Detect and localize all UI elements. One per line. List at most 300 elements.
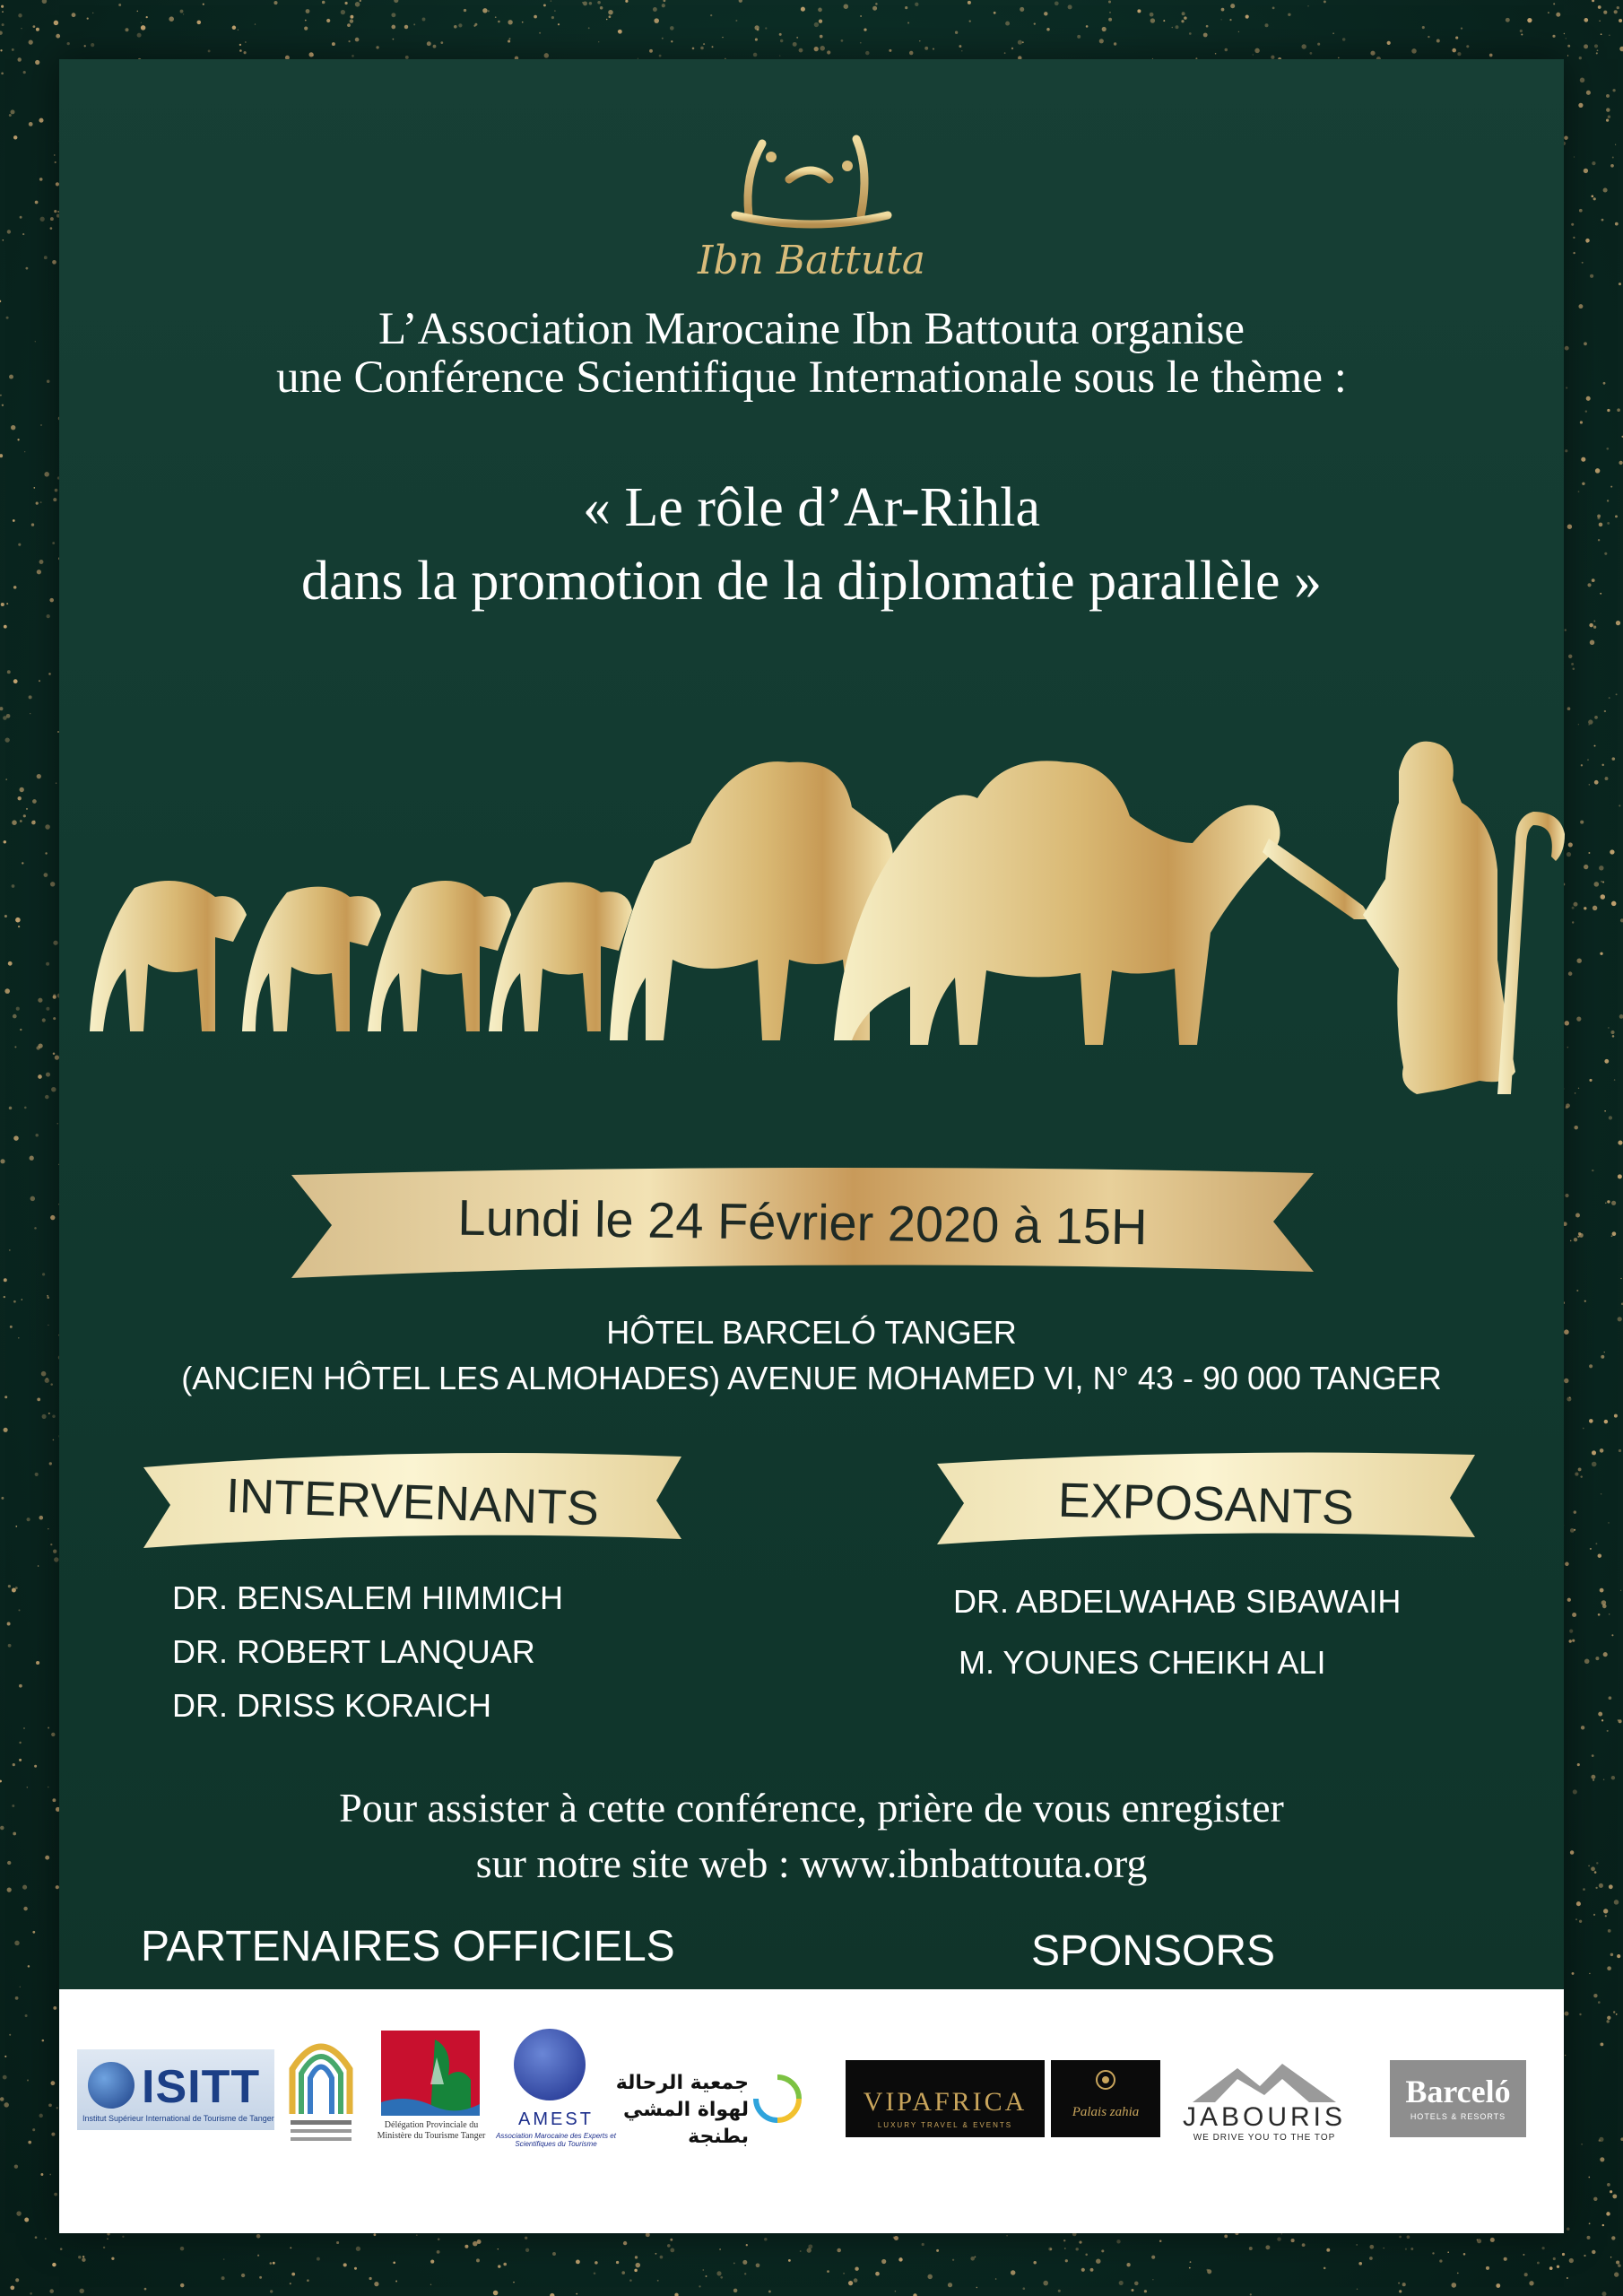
glitter-dot	[17, 439, 19, 440]
glitter-dot	[32, 2128, 35, 2131]
glitter-dot	[1575, 1473, 1578, 1476]
glitter-dot	[1190, 2261, 1192, 2263]
amest-logo-text: AMEST	[518, 2109, 594, 2129]
glitter-dot	[1309, 52, 1312, 55]
glitter-dot	[1573, 252, 1575, 254]
glitter-dot	[221, 2276, 225, 2280]
glitter-dot	[1576, 1016, 1581, 1021]
glitter-dot	[1595, 1887, 1597, 1889]
glitter-dot	[1595, 468, 1601, 474]
glitter-dot	[1565, 2012, 1569, 2016]
glitter-dot	[1592, 1170, 1593, 1171]
glitter-dot	[45, 1856, 49, 1860]
glitter-dot	[1577, 1236, 1579, 1238]
glitter-dot	[779, 55, 780, 56]
glitter-dot	[0, 395, 2, 396]
glitter-dot	[1608, 1027, 1609, 1028]
isitt-logo	[77, 2049, 274, 2130]
glitter-dot	[865, 51, 869, 55]
glitter-dot	[755, 39, 758, 41]
glitter-dot	[341, 10, 345, 14]
glitter-dot	[12, 48, 14, 51]
glitter-dot	[1582, 483, 1584, 485]
glitter-dot	[1086, 25, 1089, 28]
glitter-dot	[430, 2260, 434, 2264]
glitter-dot	[1609, 1696, 1612, 1700]
venue-line-2: (ANCIEN HÔTEL LES ALMOHADES) AVENUE MOHAMED VI, N° 43 - 90 000 TANGER	[181, 1360, 1442, 1396]
glitter-dot	[1521, 33, 1523, 35]
glitter-dot	[245, 41, 246, 42]
glitter-dot	[952, 2259, 954, 2261]
glitter-dot	[1163, 20, 1165, 22]
register-line-1: Pour assister à cette conférence, prière de vous enregister	[339, 1785, 1284, 1831]
glitter-dot	[1553, 3, 1555, 4]
glitter-dot	[1607, 522, 1610, 525]
glitter-dot	[1557, 2266, 1559, 2268]
glitter-dot	[1603, 1909, 1608, 1913]
glitter-dot	[1085, 2254, 1088, 2257]
glitter-dot	[1369, 2257, 1373, 2260]
glitter-dot	[1, 72, 4, 74]
glitter-dot	[1599, 1883, 1603, 1888]
glitter-dot	[664, 0, 666, 2]
glitter-dot	[1567, 707, 1571, 710]
glitter-dot	[18, 544, 21, 546]
glitter-dot	[1358, 2262, 1362, 2266]
glitter-dot	[843, 2273, 845, 2274]
logo-latin-name: Ibn Battuta	[697, 238, 926, 283]
glitter-dot	[1603, 382, 1606, 385]
glitter-dot	[1452, 2283, 1457, 2288]
glitter-dot	[671, 40, 673, 42]
delegation-tourisme-logo	[377, 2031, 486, 2156]
glitter-dot	[53, 941, 57, 945]
glitter-dot	[49, 2289, 54, 2293]
glitter-dot	[1215, 53, 1217, 55]
glitter-dot	[1592, 578, 1595, 582]
glitter-dot	[1486, 2266, 1489, 2270]
glitter-dot	[60, 2248, 63, 2250]
crt-logo	[285, 2029, 357, 2154]
glitter-dot	[670, 26, 674, 30]
glitter-dot	[141, 25, 146, 30]
glitter-dot	[1556, 13, 1560, 17]
glitter-dot	[1593, 1994, 1597, 1997]
glitter-dot	[1099, 39, 1104, 43]
exhibitors-title: EXPOSANTS	[1057, 1473, 1355, 1535]
glitter-dot	[927, 2274, 932, 2279]
glitter-dot	[1607, 1200, 1610, 1203]
glitter-dot	[1553, 2257, 1556, 2260]
glitter-dot	[649, 49, 653, 53]
glitter-dot	[305, 20, 307, 22]
glitter-dot	[1579, 57, 1582, 59]
glitter-dot	[1184, 16, 1187, 20]
glitter-dot	[1593, 906, 1597, 910]
glitter-dot	[180, 10, 184, 13]
barcelo-subtitle: HOTELS & RESORTS	[1410, 2112, 1506, 2121]
glitter-dot	[1584, 342, 1587, 345]
glitter-dot	[20, 1029, 22, 1031]
glitter-dot	[82, 2257, 85, 2261]
globe-icon	[88, 2062, 135, 2109]
glitter-dot	[1601, 2292, 1606, 2296]
theme-line-1: « Le rôle d’Ar-Rihla	[582, 477, 1041, 538]
glitter-dot	[1524, 2273, 1528, 2276]
register-line-2[interactable]: sur notre site web : www.ibnbattouta.org	[475, 1840, 1148, 1886]
glitter-dot	[24, 451, 25, 452]
glitter-dot	[1578, 1467, 1582, 1471]
glitter-dot	[1609, 1884, 1613, 1889]
glitter-dot	[1575, 1918, 1576, 1919]
glitter-dot	[11, 425, 15, 430]
glitter-dot	[1342, 38, 1345, 40]
glitter-dot	[1356, 2244, 1358, 2246]
glitter-dot	[618, 30, 622, 34]
glitter-dot	[1597, 514, 1601, 517]
glitter-dot	[1604, 1110, 1606, 1112]
glitter-dot	[15, 1996, 19, 2000]
glitter-dot	[45, 2238, 47, 2239]
glitter-dot	[440, 41, 443, 44]
glitter-dot	[1150, 18, 1155, 22]
glitter-dot	[391, 25, 395, 30]
glitter-dot	[1291, 2239, 1295, 2242]
intro-line-1: L’Association Marocaine Ibn Battouta organise	[378, 304, 1245, 354]
glitter-dot	[29, 122, 33, 126]
glitter-dot	[800, 2250, 802, 2252]
glitter-dot	[674, 2293, 678, 2296]
glitter-dot	[37, 570, 41, 574]
glitter-dot	[1398, 2283, 1400, 2284]
glitter-dot	[1399, 2290, 1402, 2292]
glitter-dot	[13, 135, 17, 139]
glitter-dot	[1567, 1396, 1571, 1401]
glitter-dot	[576, 2293, 577, 2295]
glitter-dot	[1564, 1329, 1569, 1335]
glitter-dot	[241, 2274, 245, 2277]
glitter-dot	[1496, 2283, 1500, 2288]
glitter-dot	[1461, 27, 1462, 29]
glitter-dot	[796, 37, 798, 39]
glitter-dot	[1590, 1548, 1592, 1550]
glitter-dot	[40, 424, 41, 425]
glitter-dot	[49, 598, 54, 603]
glitter-dot	[1616, 2013, 1618, 2015]
glitter-dot	[1109, 12, 1110, 13]
glitter-dot	[600, 6, 603, 10]
glitter-dot	[23, 71, 26, 74]
glitter-dot	[29, 695, 32, 699]
glitter-dot	[307, 2279, 309, 2282]
glitter-dot	[808, 2244, 812, 2248]
glitter-dot	[348, 40, 350, 42]
glitter-dot	[513, 2282, 515, 2283]
glitter-dot	[27, 1518, 30, 1521]
glitter-dot	[1580, 821, 1584, 824]
glitter-dot	[48, 1528, 49, 1530]
glitter-dot	[30, 1196, 36, 1202]
delegation-text: Délégation Provinciale du Ministère du Tourisme Tanger	[377, 2120, 486, 2141]
glitter-dot	[543, 4, 546, 6]
glitter-dot	[15, 2278, 19, 2282]
glitter-dot	[1610, 2190, 1612, 2193]
glitter-dot	[27, 2079, 29, 2081]
glitter-dot	[1172, 27, 1174, 29]
glitter-dot	[1126, 2263, 1130, 2266]
glitter-dot	[1116, 2239, 1120, 2243]
glitter-dot	[14, 1941, 19, 1945]
glitter-dot	[827, 50, 830, 54]
glitter-dot	[1604, 552, 1607, 555]
glitter-dot	[1584, 44, 1588, 48]
glitter-dot	[23, 1907, 27, 1910]
glitter-dot	[1581, 764, 1583, 766]
glitter-dot	[1607, 1730, 1609, 1732]
glitter-dot	[1050, 2248, 1053, 2250]
glitter-dot	[1245, 15, 1249, 19]
glitter-dot	[28, 2141, 31, 2144]
glitter-dot	[1586, 396, 1591, 401]
glitter-dot	[67, 42, 70, 45]
glitter-dot	[1584, 907, 1586, 909]
event-date: Lundi le 24 Février 2020 à 15H	[457, 1188, 1148, 1256]
glitter-dot	[1490, 2238, 1495, 2242]
glitter-dot	[1565, 1562, 1569, 1567]
isitt-logo-text: ISITT	[142, 2061, 261, 2113]
glitter-dot	[22, 233, 24, 235]
glitter-dot	[1591, 195, 1593, 197]
glitter-dot	[42, 1273, 45, 1275]
glitter-dot	[1612, 157, 1614, 159]
glitter-dot	[905, 6, 907, 9]
glitter-dot	[1605, 1915, 1607, 1917]
jabouris-logo	[1175, 2059, 1354, 2149]
glitter-dot	[1617, 6, 1619, 9]
glitter-dot	[1068, 4, 1072, 9]
glitter-dot	[1272, 7, 1275, 10]
glitter-dot	[14, 2165, 18, 2169]
glitter-dot	[1090, 2268, 1094, 2272]
glitter-dot	[18, 926, 20, 927]
glitter-dot	[50, 227, 53, 230]
glitter-dot	[898, 2257, 902, 2261]
glitter-dot	[636, 2263, 641, 2268]
glitter-dot	[1569, 1630, 1573, 1633]
glitter-dot	[1578, 724, 1579, 725]
glitter-dot	[1189, 2267, 1191, 2269]
glitter-dot	[598, 41, 599, 42]
glitter-dot	[18, 796, 22, 800]
glitter-dot	[1587, 759, 1589, 761]
glitter-dot	[583, 1, 587, 5]
glitter-dot	[753, 53, 758, 57]
glitter-dot	[42, 2039, 45, 2042]
glitter-dot	[1044, 12, 1047, 15]
glitter-dot	[1588, 852, 1590, 854]
glitter-dot	[667, 2244, 671, 2248]
glitter-dot	[1564, 135, 1568, 140]
glitter-dot	[39, 560, 44, 564]
glitter-dot	[1609, 1613, 1610, 1614]
glitter-dot	[1607, 1966, 1611, 1970]
partners-section-title: PARTENAIRES OFFICIELS	[141, 1923, 675, 1970]
glitter-dot	[635, 2256, 638, 2258]
glitter-dot	[56, 2107, 58, 2109]
glitter-dot	[1593, 626, 1596, 629]
glitter-dot	[1600, 593, 1601, 595]
glitter-dot	[595, 2261, 598, 2265]
glitter-dot	[355, 2, 360, 7]
exhibitor-name: M. YOUNES CHEIKH ALI	[959, 1644, 1326, 1681]
glitter-dot	[1569, 1396, 1571, 1398]
glitter-dot	[739, 0, 742, 3]
glitter-dot	[137, 33, 142, 38]
glitter-dot	[12, 820, 17, 825]
rihla-association-logo	[605, 2063, 803, 2148]
glitter-dot	[659, 55, 662, 57]
glitter-dot	[464, 9, 466, 12]
glitter-dot	[33, 821, 35, 822]
glitter-dot	[1607, 500, 1609, 501]
glitter-dot	[780, 39, 783, 42]
amest-logo-subtitle: Association Marocaine des Experts et Scientifiques du Tourisme	[496, 2132, 616, 2148]
glitter-dot	[1588, 724, 1590, 726]
glitter-dot	[1599, 523, 1603, 527]
glitter-dot	[1601, 894, 1606, 900]
glitter-dot	[52, 542, 55, 544]
glitter-dot	[45, 824, 50, 830]
glitter-dot	[50, 1383, 53, 1386]
speaker-name: DR. ROBERT LANQUAR	[172, 1633, 535, 1670]
glitter-dot	[454, 25, 457, 29]
glitter-dot	[1567, 2277, 1568, 2279]
glitter-dot	[4, 988, 10, 994]
glitter-dot	[38, 1043, 42, 1048]
glitter-dot	[1614, 1079, 1615, 1080]
glitter-dot	[239, 44, 241, 46]
glitter-dot	[1572, 1972, 1575, 1975]
glitter-dot	[1529, 2281, 1533, 2285]
glitter-dot	[757, 29, 759, 31]
glitter-dot	[82, 2256, 84, 2257]
glitter-dot	[122, 2236, 124, 2238]
camel-3-icon	[368, 881, 511, 1031]
glitter-dot	[1589, 2222, 1591, 2224]
glitter-dot	[1619, 47, 1623, 52]
glitter-dot	[1, 603, 4, 606]
glitter-dot	[1587, 583, 1591, 587]
glitter-dot	[23, 814, 26, 817]
glitter-dot	[1034, 22, 1036, 24]
glitter-dot	[39, 1516, 43, 1520]
glitter-dot	[1206, 2269, 1208, 2271]
glitter-dot	[57, 1123, 58, 1124]
glitter-dot	[0, 49, 2, 51]
glitter-dot	[875, 3, 878, 5]
glitter-dot	[1618, 2264, 1621, 2267]
glitter-dot	[881, 2259, 886, 2264]
glitter-dot	[51, 1733, 55, 1736]
glitter-dot	[350, 19, 353, 22]
glitter-dot	[9, 1249, 11, 1251]
glitter-dot	[1600, 1448, 1604, 1453]
glitter-dot	[1601, 219, 1604, 222]
glitter-dot	[1302, 2243, 1306, 2247]
speakers-list	[172, 1571, 563, 1733]
glitter-dot	[799, 48, 803, 53]
glitter-dot	[6, 714, 11, 718]
glitter-dot	[25, 2014, 28, 2017]
glitter-dot	[54, 2193, 57, 2196]
glitter-dot	[9, 2034, 11, 2036]
jabouris-text: JABOURIS	[1182, 2102, 1347, 2132]
glitter-dot	[53, 2006, 56, 2010]
glitter-dot	[48, 2103, 52, 2107]
glitter-dot	[49, 1462, 52, 1465]
glitter-dot	[7, 670, 11, 674]
glitter-dot	[1277, 2237, 1281, 2241]
glitter-dot	[44, 256, 48, 259]
traveller-icon	[1363, 742, 1515, 1094]
glitter-dot	[1439, 2259, 1442, 2262]
glitter-dot	[355, 38, 360, 42]
glitter-dot	[1225, 48, 1228, 51]
glitter-dot	[1081, 2268, 1085, 2272]
glitter-dot	[42, 1414, 47, 1419]
glitter-dot	[352, 55, 354, 57]
glitter-dot	[854, 2278, 858, 2283]
glitter-dot	[716, 2271, 721, 2275]
glitter-dot	[582, 2, 584, 4]
glitter-dot	[609, 15, 612, 18]
glitter-dot	[1613, 2011, 1615, 2013]
glitter-dot	[25, 267, 28, 270]
glitter-dot	[22, 1885, 27, 1890]
glitter-dot	[107, 2238, 108, 2239]
glitter-dot	[894, 2236, 898, 2240]
glitter-dot	[24, 2218, 29, 2222]
glitter-dot	[1609, 1116, 1612, 1119]
glitter-dot	[551, 16, 554, 19]
glitter-dot	[1477, 2239, 1479, 2241]
glitter-dot	[860, 15, 862, 17]
theme-line-2: dans la promotion de la diplomatie parallèle »	[300, 551, 1323, 612]
glitter-dot	[1609, 35, 1610, 36]
glitter-dot	[1253, 54, 1254, 55]
glitter-dot	[1548, 12, 1549, 13]
glitter-dot	[1606, 2020, 1609, 2022]
glitter-dot	[1602, 882, 1604, 883]
glitter-dot	[1580, 1475, 1582, 1477]
glitter-dot	[764, 2238, 768, 2241]
glitter-dot	[183, 13, 184, 14]
vip-africa-logo	[846, 2060, 1045, 2137]
glitter-dot	[1250, 2293, 1252, 2295]
glitter-dot	[1504, 2257, 1507, 2261]
glitter-dot	[13, 586, 17, 589]
glitter-dot	[6, 603, 8, 604]
glitter-dot	[354, 2267, 357, 2270]
palais-zahia-text: Palais zahia	[1072, 2105, 1140, 2119]
registration-text	[59, 1780, 1564, 1892]
glitter-dot	[875, 2272, 880, 2276]
glitter-dot	[1615, 222, 1619, 226]
rihla-logo-text: جمعية الرحالة لهواة المشي بطنجة	[615, 2072, 749, 2148]
glitter-dot	[768, 2291, 771, 2293]
glitter-dot	[416, 2234, 418, 2236]
glitter-dot	[1567, 525, 1572, 529]
